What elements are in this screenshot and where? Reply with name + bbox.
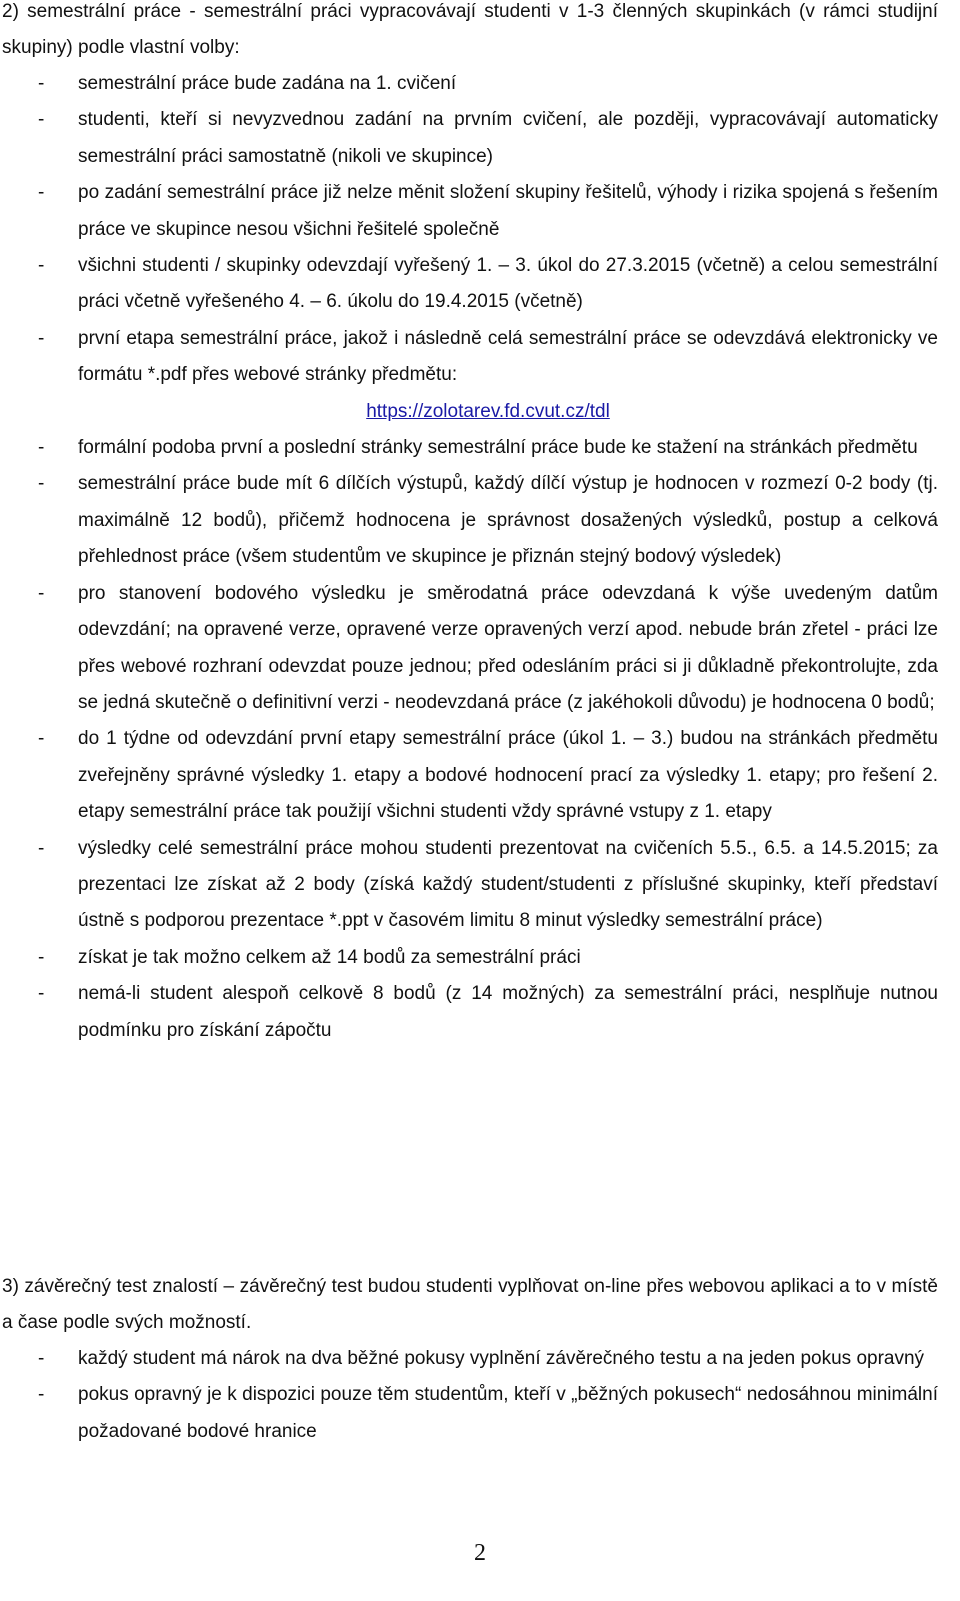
list-item: - formální podoba první a poslední stránky semestrální práce bude ke stažení na stránkách předmětu — [0, 430, 938, 466]
list-dash: - — [38, 983, 45, 1005]
section-3-list — [0, 1341, 938, 1450]
list-item: - semestrální práce bude zadána na 1. cvičení — [0, 66, 938, 102]
list-item: - studenti, kteří si nevyzvednou zadání na prvním cvičení, ale později, vypracovávají automaticky semestrální práci samostatně (nikoli ve skupince) — [0, 102, 938, 175]
section-2-list — [0, 66, 938, 1049]
section-3-intro: 3) závěrečný test znalostí – závěrečný test budou studenti vyplňovat on-line přes webovou aplikaci a to v místě a čase podle svých možností. — [2, 1276, 938, 1334]
list-item: - výsledky celé semestrální práce mohou studenti prezentovat na cvičeních 5.5., 6.5. a 14.5.2015; za prezentaci lze získat až 2 body (získá každý student/studenti z příslušné skupinky, kteří představí ústně s podporou prezentace *.ppt v časovém limitu 8 minut výsledky semestrální práce) — [0, 831, 938, 940]
list-item: - nemá-li student alespoň celkově 8 bodů (z 14 možných) za semestrální práci, nesplňuje nutnou podmínku pro získání zápočtu — [0, 976, 938, 1049]
list-dash: - — [38, 582, 45, 604]
list-dash: - — [38, 473, 45, 495]
list-dash: - — [38, 946, 45, 968]
list-item: - všichni studenti / skupinky odevzdají vyřešený 1. – 3. úkol do 27.3.2015 (včetně) a celou semestrální práci včetně vyřešeného 4. – 6. úkolu do 19.4.2015 (včetně) — [0, 248, 938, 321]
list-item: - první etapa semestrální práce, jakož i následně celá semestrální práce se odevzdává elektronicky ve formátu *.pdf přes webové stránky předmětu: https://zolotarev.fd.cvut.cz/tdl — [0, 321, 938, 430]
section-2-intro: 2) semestrální práce - semestrální práci vypracovávají studenti v 1-3 členných skupinkách (v rámci studijní skupiny) podle vlastní volby: — [2, 1, 938, 59]
list-dash: - — [38, 73, 45, 94]
list-item: - pokus opravný je k dispozici pouze těm studentům, kteří v „běžných pokusech“ nedosáhnou minimální požadované bodové hranice — [0, 1377, 938, 1450]
list-dash: - — [38, 728, 45, 750]
list-dash: - — [38, 1384, 45, 1406]
course-website-link[interactable]: https://zolotarev.fd.cvut.cz/tdl — [366, 400, 610, 422]
list-item: - pro stanovení bodového výsledku je směrodatná práce odevzdaná k výše uvedeným datům odevzdání; na opravené verze, opravené verze opravených verzí apod. nebude brán zřetel - práci lze přes webové rozhraní odevzdat pouze jednou; před odesláním práci si ji důkladně překontrolujte, zda se jedná skutečně o definitivní verzi - neodevzdaná práce (z jakéhokoli důvodu) je hodnocena 0 bodů; — [0, 576, 938, 722]
course-link-line — [78, 394, 938, 430]
list-item: - do 1 týdne od odevzdání první etapy semestrální práce (úkol 1. – 3.) budou na stránkách předmětu zveřejněny správné výsledky 1. etapy a bodové hodnocení prací za výsledky 1. etapy; pro řešení 2. etapy semestrální práce tak použijí všichni studenti vždy správné vstupy z 1. etapy — [0, 721, 938, 830]
list-dash: - — [38, 109, 45, 131]
list-item: - semestrální práce bude mít 6 dílčích výstupů, každý dílčí výstup je hodnocen v rozmezí 0-2 body (tj. maximálně 12 bodů), přičemž hodnocena je správnost dosažených výsledků, postup a celková přehlednost práce (všem studentům ve skupince je přiznán stejný bodový výsledek) — [0, 466, 938, 575]
page-number: 2 — [474, 1540, 486, 1566]
list-dash: - — [38, 1348, 45, 1369]
list-dash: - — [38, 255, 45, 277]
list-dash: - — [38, 327, 45, 349]
list-dash: - — [38, 837, 45, 859]
list-item: - každý student má nárok na dva běžné pokusy vyplnění závěrečného testu a na jeden pokus opravný — [0, 1341, 938, 1377]
list-item: - po zadání semestrální práce již nelze měnit složení skupiny řešitelů, výhody i rizika spojená s řešením práce ve skupince nesou všichni řešitelé společně — [0, 175, 938, 248]
list-item: - získat je tak možno celkem až 14 bodů za semestrální práci — [0, 940, 938, 976]
list-dash: - — [38, 182, 45, 204]
list-dash: - — [38, 437, 45, 459]
